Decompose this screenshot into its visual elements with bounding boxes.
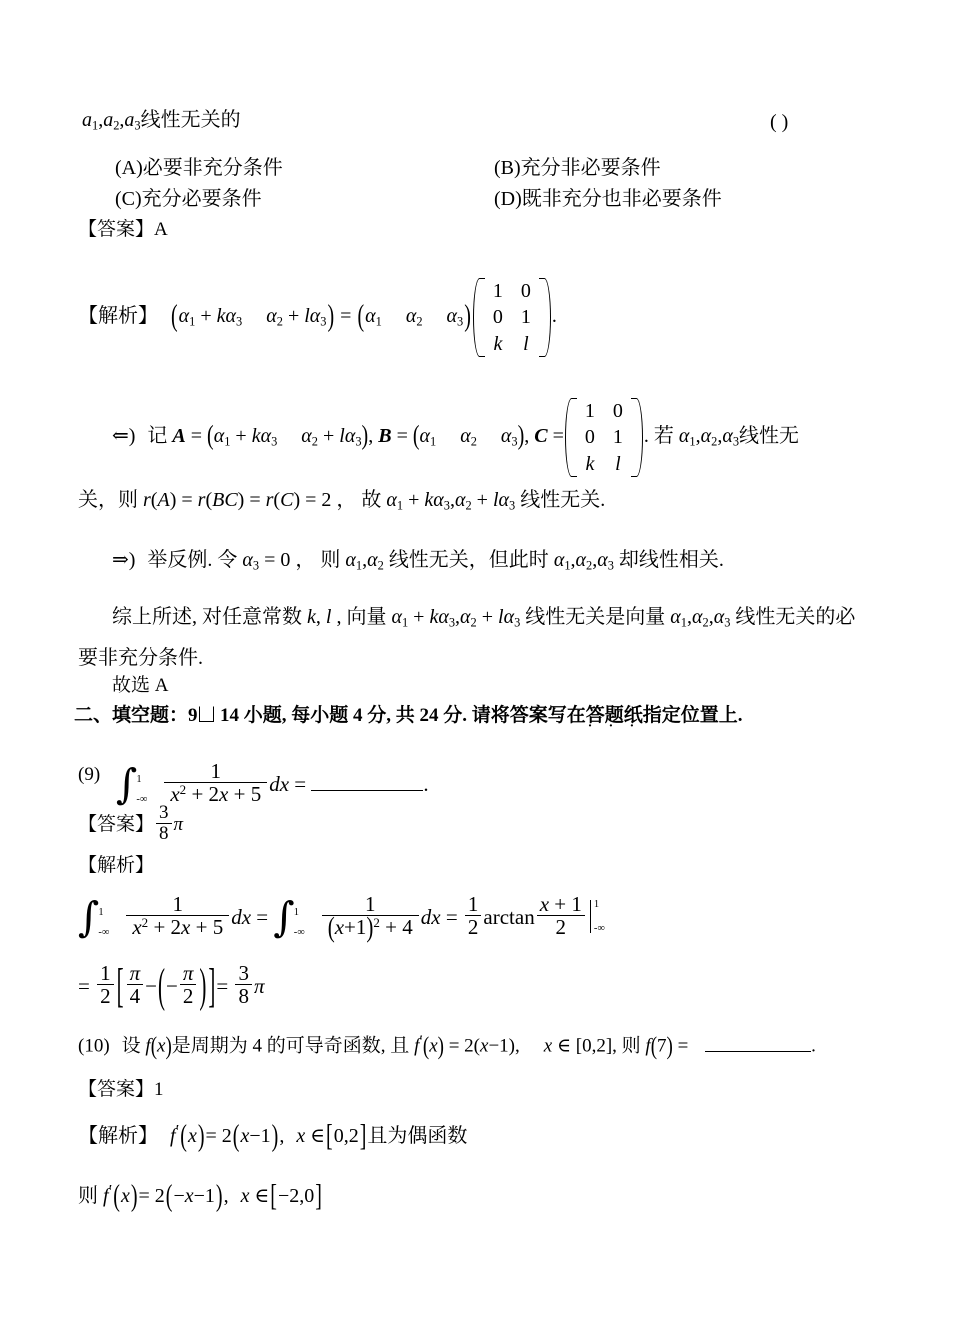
q10-text1: 设 (121, 1035, 141, 1057)
q9-equals: = (294, 772, 307, 797)
matrix-A-label: A (172, 425, 186, 448)
option-b-text: 充分非必要条件 (520, 157, 661, 179)
rightarrow-icon: ⇒) (112, 549, 136, 571)
option-d-key: (D) (494, 188, 522, 210)
q10-answer-label: 【答案】 (78, 1079, 155, 1100)
matrix-1: 1 0 0 1 k l (473, 278, 551, 357)
section2-emphasis: 答题纸 · · · (586, 705, 643, 726)
q10-answer-blank[interactable] (705, 1037, 811, 1052)
q10-analysis-line2: 则 f′(x)= 2(−x−1), x ∈[−2,0] (78, 1178, 322, 1213)
integral-icon: ∫ (273, 893, 295, 942)
q8-back-tail: . 若 (643, 425, 674, 448)
leftarrow-icon: ⇐) (112, 425, 136, 448)
q9-arctan: arctan (483, 905, 535, 930)
q8-answer-label: 【答案】 (78, 219, 155, 240)
q9-dx: dx (269, 772, 290, 797)
q10-answer-line (78, 1080, 164, 1099)
q8-back-tail2: 线性无 (739, 425, 800, 448)
q9-statement: ∫ 1 -∞ $\frac{1}{x^2 + 2x + 5}$ dx = . (116, 759, 429, 809)
q8-answer-value: A (154, 219, 168, 240)
q10-analysis-tail: 且为偶函数 (367, 1124, 468, 1147)
q10-analysis-label: 【解析】 (78, 1124, 158, 1147)
section2-range-start: 9 (188, 705, 198, 727)
option-b-key: (B) (494, 157, 521, 179)
option-a[interactable] (115, 158, 283, 178)
q8-forward-line: ⇒) 举反例. 令 $\alpha_3 = 0$ ， 则 $\alpha_1,\alpha_2$ 线性无关，但此时 $\alpha_1,\alpha_2,\alpha_3$ 却线性相关. (112, 549, 724, 573)
q9-answer-pi: π (173, 813, 184, 835)
option-b[interactable] (494, 158, 661, 178)
q8-back-note: 记 (147, 425, 168, 448)
section2-tail: 指定位置上. (642, 705, 743, 727)
q9-analysis-label: 【解析】 (78, 855, 155, 876)
q10-analysis-prefix: 则 (78, 1184, 98, 1207)
q9-step1: ∫ 1 -∞ $\frac{1}{x^2 + 2x + 5}$ dx = ∫ 1 -∞ $\frac{1}{(x+1)^2 + 4}$ dx = $\frac{1}{2}$ arctan $\frac{x + 1}{2}$ 1 -∞ (78, 892, 605, 944)
option-d[interactable] (494, 189, 722, 209)
section2-header (74, 706, 742, 725)
option-c-text: 充分必要条件 (141, 188, 262, 210)
q8-choose-line: 故选 A (112, 675, 169, 696)
q10-period: . (811, 1035, 816, 1057)
matrix-C-label: C (534, 425, 548, 448)
q10-analysis-line1: 【解析】 f′(x)= 2(x−1), x ∈[0,2]且为偶函数 (78, 1118, 468, 1153)
option-a-text: 必要非充分条件 (142, 157, 283, 179)
q8-rank-line: 关，则 r(A) = r(BC) = r(C) = 2 ， 故 $\alpha_1 + k\alpha_3,\alpha_2 + l\alpha_3$ 线性无关. (78, 489, 606, 513)
q8-answer-marker: ( ) (770, 111, 789, 133)
option-c-key: (C) (115, 188, 142, 210)
matrix-B-label: B (378, 425, 392, 448)
matrix-2: 1 0 0 1 k l (565, 398, 643, 477)
q9-answer-label: 【答案】 (78, 813, 155, 835)
section2-prefix: 二、填空题： (74, 705, 189, 727)
q8-analysis-eq1: 【解析】 ($\alpha_1 + k\alpha_3$ $\alpha_2 + l\alpha_3) = (\alpha_1$ $\alpha_2$ $\alpha_3$) 1 0 0 1 k l . (78, 278, 557, 357)
integral-icon: ∫ (116, 760, 138, 809)
q9-answer-line (78, 803, 183, 844)
section2-mid: 小题, 每小题 4 分, 共 24 分. 请将答案写在 (238, 705, 586, 727)
q8-conclusion-line2: 要非充分条件. (78, 647, 203, 669)
missing-glyph-icon (199, 706, 215, 722)
q10-text2: 是周期为 4 的可导奇函数, 且 (171, 1035, 410, 1057)
q8-answer-line (78, 220, 168, 239)
option-c[interactable] (115, 189, 262, 209)
q9-integrand: $\frac{1}{x^2 + 2x + 5}$ (164, 760, 267, 805)
q8-conclusion-line1: 综上所述, 对任意常数 k, l , 向量 $\alpha_1 + k\alpha_3,\alpha_2 + l\alpha_3$ 线性无关是向量 $\alpha_1,\alpha_2,\alpha_3$ 线性无关的必 (112, 606, 856, 630)
q8-analysis-label: 【解析】 (78, 305, 158, 328)
q10-text3: , 则 (612, 1035, 641, 1057)
q9-answer-fraction: $\frac{3}{8}$ (156, 803, 172, 844)
q9-period: . (423, 772, 429, 797)
q10-number: (10) (78, 1035, 110, 1057)
option-d-text: 既非充分也非必要条件 (521, 188, 722, 210)
q10-statement: (10) 设 f(x)是周期为 4 的可导奇函数, 且 f′(x) = 2(x−1), x ∈ [0,2], 则 f(7) = . (78, 1031, 816, 1061)
q9-number: (9) (78, 764, 101, 785)
integral-icon: ∫ (78, 893, 100, 942)
q8-stem-tail: $a_1,a_2,a_3$线性无关的 (82, 109, 241, 133)
q9-answer-blank[interactable] (311, 775, 423, 791)
section2-range-end: 14 (219, 705, 239, 727)
option-a-key: (A) (115, 157, 143, 179)
q9-step2: = $\frac{1}{2}$ [ $\frac{\pi}{4}$ −(− $\frac{\pi}{2}$ )]= $\frac{3}{8}$ π (78, 958, 265, 1013)
q9-eval-bar: 1 -∞ (590, 900, 591, 933)
q8-backward-line: ⇐) 记 $A = (\alpha_1 + k\alpha_3$ $\alpha_2 + l\alpha_3$), $B = (\alpha_1$ $\alpha_2$ $\alpha_3$), C = 1 0 0 1 k l . 若 $\alpha_1,\alpha_2,\alpha_3$线性无 (112, 398, 799, 477)
q10-answer-value: 1 (154, 1079, 164, 1100)
q8-stem-tail-text: 线性无关的 (140, 109, 241, 131)
